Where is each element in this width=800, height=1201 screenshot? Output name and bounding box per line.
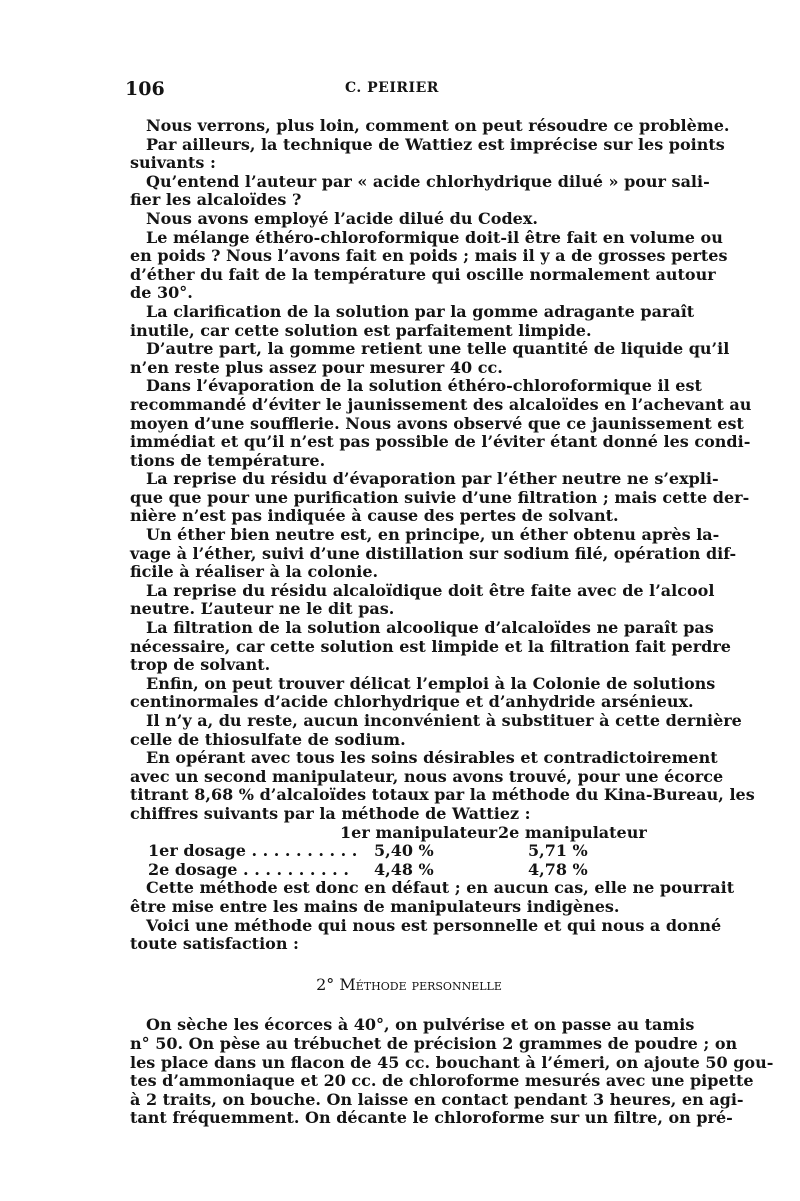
text-line: être mise entre les mains de manipulateurs indigènes. (130, 896, 620, 916)
text-line: D’autre part, la gomme retient une telle quantité de liquide qu’il (146, 339, 730, 359)
text-line: de 30°. (130, 283, 193, 303)
text-line: Un éther bien neutre est, en principe, un éther obtenu après la- (146, 525, 720, 545)
text-line: La clarification de la solution par la gomme adragante paraît (146, 301, 695, 321)
text-line: Nous avons employé l’acide dilué du Codex. (146, 208, 538, 228)
text-line: centinormales d’acide chlorhydrique et d’anhydride arsénieux. (130, 692, 694, 712)
text-line: avec un second manipulateur, nous avons trouvé, pour une écorce (130, 766, 724, 786)
text-line: neutre. L’auteur ne le dit pas. (130, 599, 395, 619)
text-line: en poids ? Nous l’avons fait en poids ; mais il y a de grosses pertes (130, 246, 728, 266)
text-line: La reprise du résidu d’évaporation par l’éther neutre ne s’expli- (146, 469, 719, 489)
text-line: d’éther du fait de la température qui oscille normalement autour (130, 264, 716, 284)
text-line: Voici une méthode qui nous est personnelle et qui nous a donné (146, 915, 722, 935)
text-line: Nous verrons, plus loin, comment on peut résoudre ce problème. (146, 116, 730, 135)
text-line: La reprise du résidu alcaloïdique doit être faite avec de l’alcool (146, 580, 715, 600)
text-line: On sèche les écorces à 40°, on pulvérise et on passe au tamis (146, 1015, 695, 1035)
section-title: 2° Méthode personnelle (316, 974, 502, 994)
table-header-row (130, 824, 688, 843)
text-line: immédiat et qu’il n’est pas possible de l’éviter étant donné les condi- (130, 432, 751, 452)
text-line: que que pour une purification suivie d’une filtration ; mais cette der- (130, 487, 750, 507)
text-line: fier les alcaloïdes ? (130, 190, 302, 210)
text-line: les place dans un flacon de 45 cc. bouchant à l’émeri, on ajoute 50 gou- (130, 1052, 774, 1072)
text-line: toute satisfaction : (130, 934, 299, 954)
text-line: chiffres suivants par la méthode de Wattiez : (130, 803, 531, 823)
page-number: 106 (125, 78, 165, 100)
table-row (130, 861, 688, 880)
table-row (130, 842, 688, 861)
row-value-1: 4,48 % (374, 859, 434, 879)
text-line: Le mélange éthéro-chloroformique doit-il être fait en volume ou (146, 227, 723, 247)
text-line: nière n’est pas indiquée à cause des pertes de solvant. (130, 506, 619, 526)
text-line: Par ailleurs, la technique de Wattiez est imprécise sur les points (146, 134, 725, 154)
text-line: vage à l’éther, suivi d’une distillation sur sodium filé, opération dif- (130, 543, 737, 563)
text-line: moyen d’une soufflerie. Nous avons observé que ce jaunissement est (130, 413, 744, 433)
text-line: titrant 8,68 % d’alcaloïdes totaux par la méthode du Kina-Bureau, les (130, 785, 755, 805)
text-line: Dans l’évaporation de la solution éthéro-chloroformique il est (146, 376, 702, 396)
text-line: inutile, car cette solution est parfaitement limpide. (130, 320, 592, 340)
text-line: Il n’y a, du reste, aucun inconvénient à substituer à cette dernière (146, 711, 742, 730)
text-line: Qu’entend l’auteur par « acide chlorhydrique dilué » pour sali- (146, 171, 710, 191)
text-line: Cette méthode est donc en défaut ; en aucun cas, elle ne pourrait (146, 878, 735, 898)
row-label: 1er dosage . . . . . . . . . . (148, 841, 358, 861)
column-header-2: 2e manipulateur (498, 822, 647, 842)
body-text (130, 116, 774, 1128)
text-line: ficile à réaliser à la colonie. (130, 562, 379, 582)
text-line: trop de solvant. (130, 655, 271, 675)
text-line: n° 50. On pèse au trébuchet de précision 2 grammes de poudre ; on (130, 1033, 738, 1053)
text-line: recommandé d’éviter le jaunissement des alcaloïdes en l’achevant au (130, 394, 752, 414)
text-line: tant fréquemment. On décante le chloroforme sur un filtre, on pré- (130, 1108, 733, 1128)
text-line: tions de température. (130, 450, 326, 470)
text-line: suivants : (130, 153, 216, 173)
page-header (125, 78, 685, 102)
text-line: n’en reste plus assez pour mesurer 40 cc. (130, 357, 503, 377)
text-line: nécessaire, car cette solution est limpide et la filtration fait perdre (130, 636, 731, 656)
text-line: Enfin, on peut trouver délicat l’emploi à la Colonie de solutions (146, 673, 716, 693)
row-value-2: 4,78 % (528, 859, 588, 879)
text-line: La filtration de la solution alcoolique d’alcaloïdes ne paraît pas (146, 618, 714, 638)
running-head: C. PEIRIER (345, 80, 439, 96)
row-value-1: 5,40 % (374, 841, 434, 861)
row-value-2: 5,71 % (528, 841, 588, 861)
column-header-1: 1er manipulateur (340, 822, 498, 842)
text-line: celle de thiosulfate de sodium. (130, 729, 406, 749)
text-line: En opérant avec tous les soins désirables et contradictoirement (146, 748, 718, 768)
row-label: 2e dosage . . . . . . . . . . (148, 859, 349, 879)
text-line: tes d’ammoniaque et 20 cc. de chloroforme mesurés avec une pipette (130, 1071, 754, 1091)
text-line: à 2 traits, on bouche. On laisse en contact pendant 3 heures, en agi- (130, 1089, 744, 1109)
